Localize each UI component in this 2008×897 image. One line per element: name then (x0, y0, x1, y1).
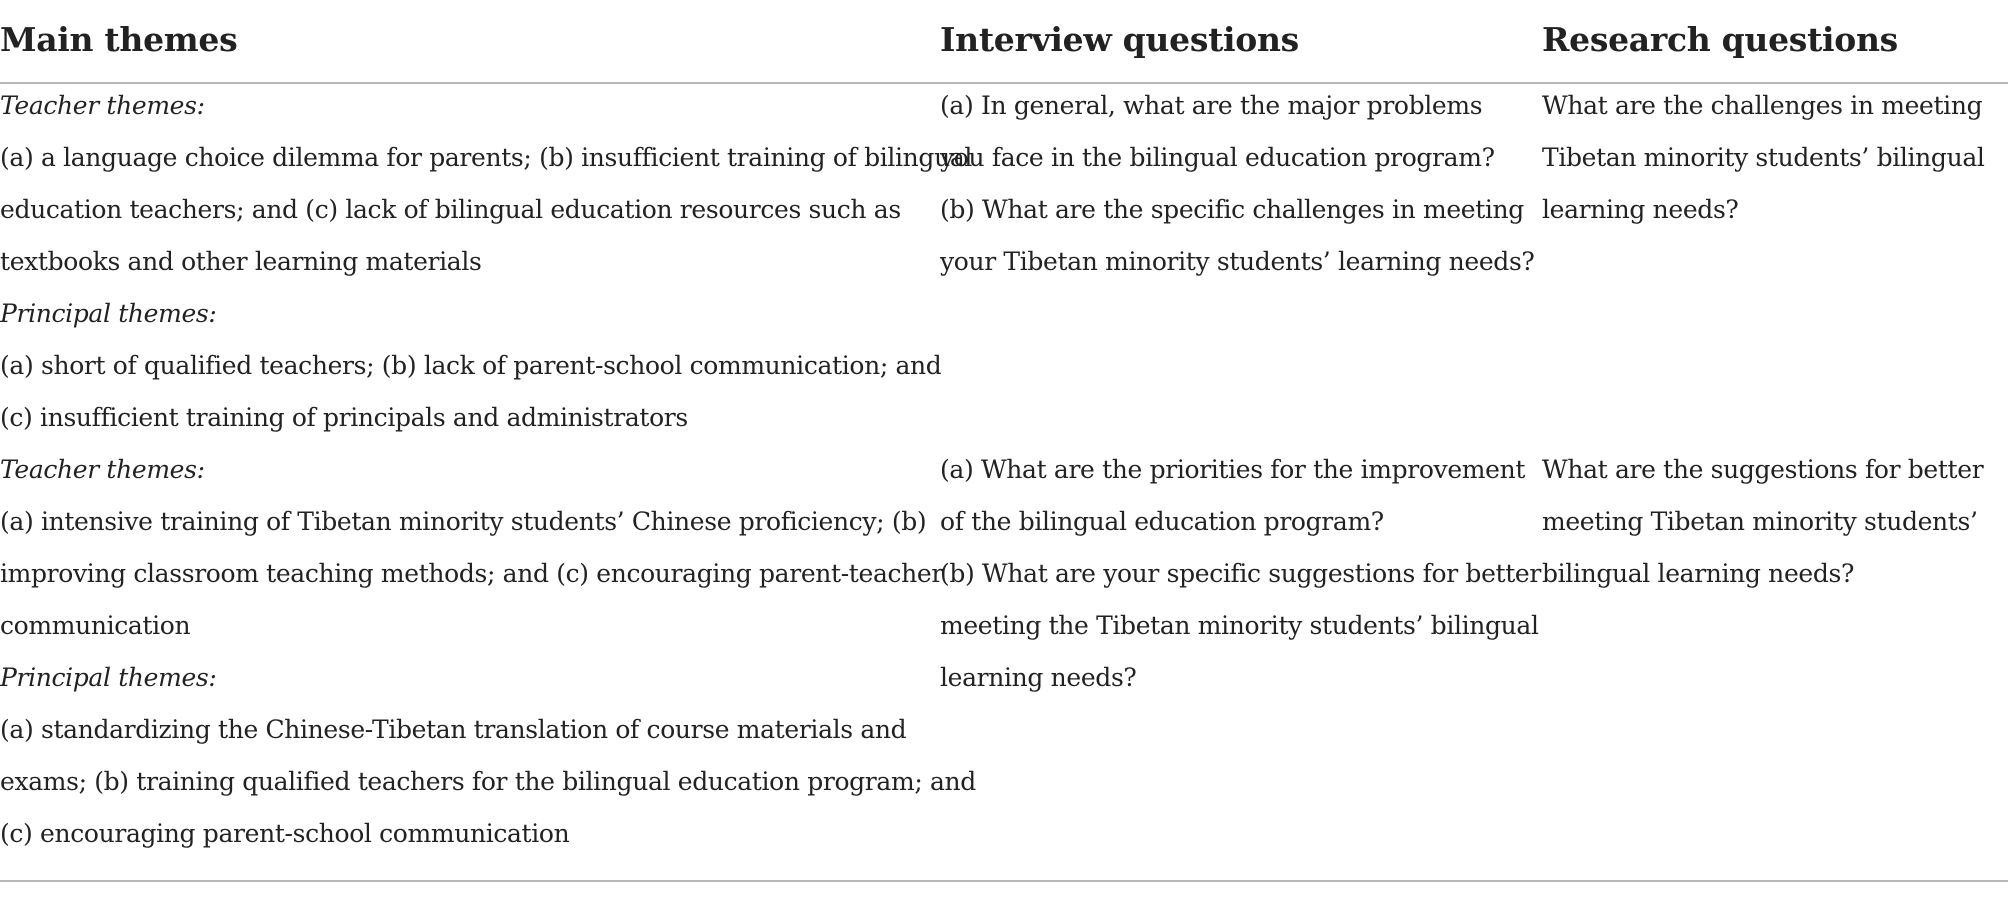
table-row-1-interview-cell (940, 80, 1534, 288)
interview-line: (b) What are your specific suggestions for better (940, 559, 1541, 588)
theme-line: (a) standardizing the Chinese-Tibetan translation of course materials and (0, 715, 907, 744)
interview-line: meeting the Tibetan minority students’ bilingual (940, 611, 1539, 640)
theme-line: (c) insufficient training of principals and administrators (0, 403, 688, 432)
interview-line: your Tibetan minority students’ learning needs? (940, 247, 1535, 276)
header-research-questions: Research questions (1542, 20, 1898, 59)
interview-line: of the bilingual education program? (940, 507, 1384, 536)
principal-themes-label: Principal themes: (0, 299, 217, 328)
teacher-themes-label: Teacher themes: (0, 455, 205, 484)
research-line: What are the suggestions for better (1542, 455, 1984, 484)
research-line: meeting Tibetan minority students’ (1542, 507, 1978, 536)
theme-line: (c) encouraging parent-school communication (0, 819, 570, 848)
theme-line: improving classroom teaching methods; and (c) encouraging parent-teacher (0, 559, 943, 588)
interview-line: you face in the bilingual education program? (940, 143, 1495, 172)
research-line: learning needs? (1542, 195, 1739, 224)
research-line: What are the challenges in meeting (1542, 91, 1983, 120)
principal-themes-label: Principal themes: (0, 663, 217, 692)
interview-line: (b) What are the specific challenges in meeting (940, 195, 1524, 224)
table-row-1-research-cell (1542, 80, 1985, 236)
table-row-1-themes-cell (0, 80, 972, 444)
research-line: Tibetan minority students’ bilingual (1542, 143, 1985, 172)
theme-line: (a) intensive training of Tibetan minority students’ Chinese proficiency; (b) (0, 507, 927, 536)
table-bottom-rule (0, 880, 2008, 882)
header-interview-questions: Interview questions (940, 20, 1299, 59)
research-line: bilingual learning needs? (1542, 559, 1855, 588)
interview-line: (a) What are the priorities for the improvement (940, 455, 1526, 484)
theme-line: communication (0, 611, 191, 640)
theme-line: education teachers; and (c) lack of bilingual education resources such as (0, 195, 901, 224)
table-header-row (0, 0, 2008, 84)
table-row-2-themes-cell (0, 444, 976, 860)
interview-line: (a) In general, what are the major problems (940, 91, 1483, 120)
table-row-2-research-cell (1542, 444, 1983, 600)
theme-line: (a) short of qualified teachers; (b) lack of parent-school communication; and (0, 351, 942, 380)
interview-line: learning needs? (940, 663, 1137, 692)
header-main-themes: Main themes (0, 20, 238, 59)
theme-line: exams; (b) training qualified teachers for the bilingual education program; and (0, 767, 976, 796)
theme-line: (a) a language choice dilemma for parents; (b) insufficient training of bilingual (0, 143, 973, 172)
table-row-2-interview-cell (940, 444, 1541, 704)
theme-line: textbooks and other learning materials (0, 247, 482, 276)
teacher-themes-label: Teacher themes: (0, 91, 205, 120)
